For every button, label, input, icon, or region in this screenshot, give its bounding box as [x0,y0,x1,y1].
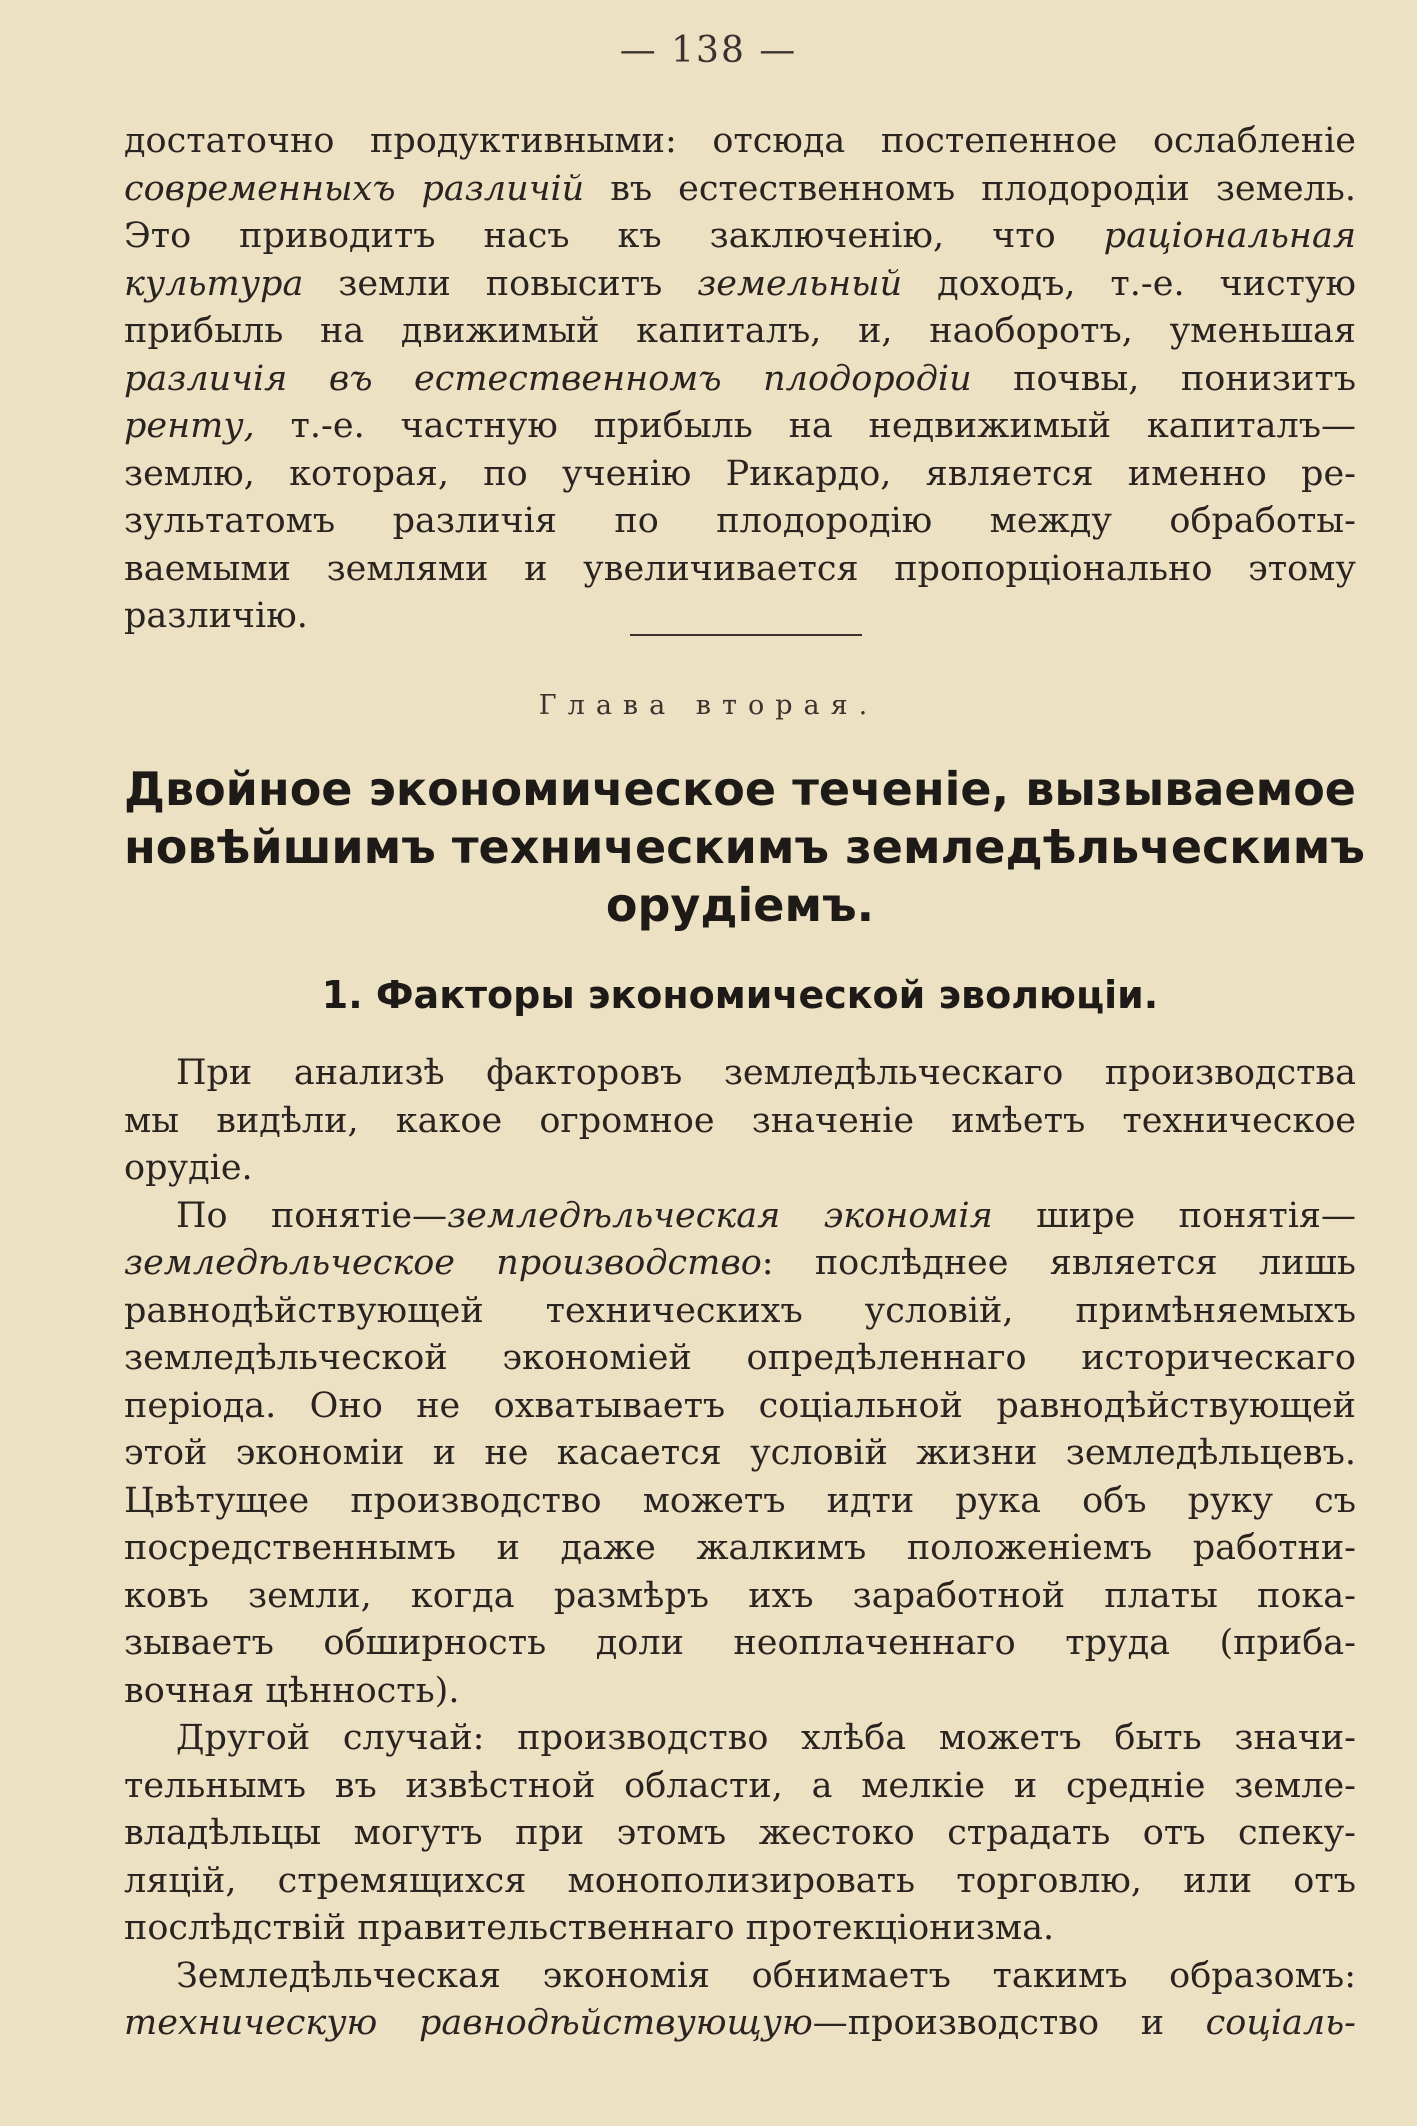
text-fragment: въ естественномъ плодородіи земель. [584,168,1356,209]
text-line [124,546,1356,594]
chapter-label: Глава вторая. [538,690,879,721]
italic-text: техническую равнодѣйствующую [124,2003,813,2043]
text-line [124,356,1356,404]
section-divider [630,634,862,636]
text-fragment: землю, которая, по ученію Рикардо, является именно ре- [124,453,1356,494]
text-fragment: доходъ, т.-е. чистую [902,263,1356,304]
text-fragment: періода. Оно не охватываетъ соціальной равнодѣйствующей [124,1385,1356,1426]
text-line [124,1050,1356,1098]
text-line [124,166,1356,214]
text-fragment: : послѣднее является лишь [761,1243,1356,1283]
italic-text: культура [124,263,304,304]
text-fragment: шире понятія— [992,1195,1356,1236]
text-line [124,1430,1356,1478]
text-line [124,1478,1356,1526]
paragraph-continued [124,118,1356,641]
text-fragment: ляцій, стремящихся монополизировать торговлю, или отъ [124,1860,1356,1901]
text-line [124,1810,1356,1858]
italic-text: различія въ естественномъ плодородіи [124,358,972,399]
text-line [124,261,1356,309]
text-line [124,1953,1356,2001]
text-line [124,451,1356,499]
text-line [124,1858,1356,1906]
text-line [124,498,1356,546]
text-fragment: При анализѣ факторовъ земледѣльческаго производства [176,1053,1356,1093]
italic-text: земледѣльческая экономія [447,1195,993,1236]
chapter-title-line: орудіемъ. [605,878,875,932]
text-fragment: различію. [124,596,308,636]
text-line [124,1763,1356,1811]
text-fragment: почвы, понизитъ [971,358,1356,399]
text-fragment: прибыль на движимый капиталъ, и, наоборотъ, уменьшая [124,311,1356,351]
text-line [124,1620,1356,1668]
text-fragment: этой экономіи и не касается условій жизни земледѣльцевъ. [124,1433,1356,1473]
text-fragment: зываетъ обширность доли неоплаченнаго труда (приба- [124,1623,1356,1663]
text-line [124,1905,1356,1953]
text-line [124,1288,1356,1336]
page-number: — 138 — [619,30,798,71]
text-fragment: тельнымъ въ извѣстной области, а мелкіе и средніе земле- [124,1765,1356,1806]
italic-text: ренту, [124,406,255,446]
italic-text: раціональная [1103,216,1356,256]
italic-text: современныхъ различій [124,168,585,209]
chapter-title [124,760,1365,934]
text-fragment: —производство и [812,2003,1206,2043]
italic-text: соціаль- [1205,2003,1356,2043]
text-fragment: земли повыситъ [303,263,698,304]
text-line [124,2000,1356,2048]
text-line [124,1145,1356,1193]
text-fragment: владѣльцы могутъ при этомъ жестоко страдать отъ спеку- [124,1813,1356,1853]
text-line [124,1525,1356,1573]
chapter-title-line: новѣйшимъ техническимъ земледѣльческимъ [124,820,1365,874]
text-fragment: Это приводитъ насъ къ заключенію, что [124,216,1104,256]
text-fragment: послѣдствій правительственнаго протекціонизма. [124,1908,1055,1948]
text-line [124,213,1356,261]
text-fragment: Цвѣтущее производство можетъ идти рука объ руку съ [124,1480,1356,1521]
text-fragment: земледѣльческой экономіей опредѣленнаго историческаго [124,1338,1356,1378]
italic-text: земельный [697,263,903,304]
section-heading: 1. Факторы экономической эволюціи. [321,973,1159,1017]
text-fragment: орудіе. [124,1148,253,1188]
text-fragment: По понятіе— [176,1195,448,1236]
text-line [124,1383,1356,1431]
text-line [124,1335,1356,1383]
text-line [124,403,1356,451]
text-line [124,1240,1356,1288]
text-line [124,1715,1356,1763]
text-fragment: вочная цѣнность). [124,1670,460,1711]
text-line [124,308,1356,356]
text-line [124,1193,1356,1241]
text-line [124,1573,1356,1621]
text-line [124,118,1356,166]
body-text [124,1050,1356,2048]
text-fragment: мы видѣли, какое огромное значеніе имѣетъ техническое [124,1100,1356,1141]
text-fragment: т.-е. частную прибыль на недвижимый капиталъ— [254,406,1356,446]
text-fragment: равнодѣйствующей техническихъ условій, примѣняемыхъ [124,1290,1356,1331]
text-fragment: зультатомъ различія по плодородію между обработы- [124,501,1356,541]
text-fragment: Другой случай: производство хлѣба можетъ быть значи- [176,1718,1356,1758]
chapter-title-line: Двойное экономическое теченіе, вызываемое [124,762,1356,816]
italic-text: земледѣльческое производство [124,1243,762,1283]
text-line [124,1098,1356,1146]
text-fragment: посредственнымъ и даже жалкимъ положеніемъ работни- [124,1528,1356,1568]
text-fragment: Земледѣльческая экономія обнимаетъ такимъ образомъ: [176,1955,1356,1996]
text-fragment: ковъ земли, когда размѣръ ихъ заработной платы пока- [124,1575,1356,1616]
text-line [124,1668,1356,1716]
text-fragment: достаточно продуктивными: отсюда постепенное ослабленіе [124,121,1356,161]
text-fragment: ваемыми землями и увеличивается пропорціонально этому [124,548,1356,589]
